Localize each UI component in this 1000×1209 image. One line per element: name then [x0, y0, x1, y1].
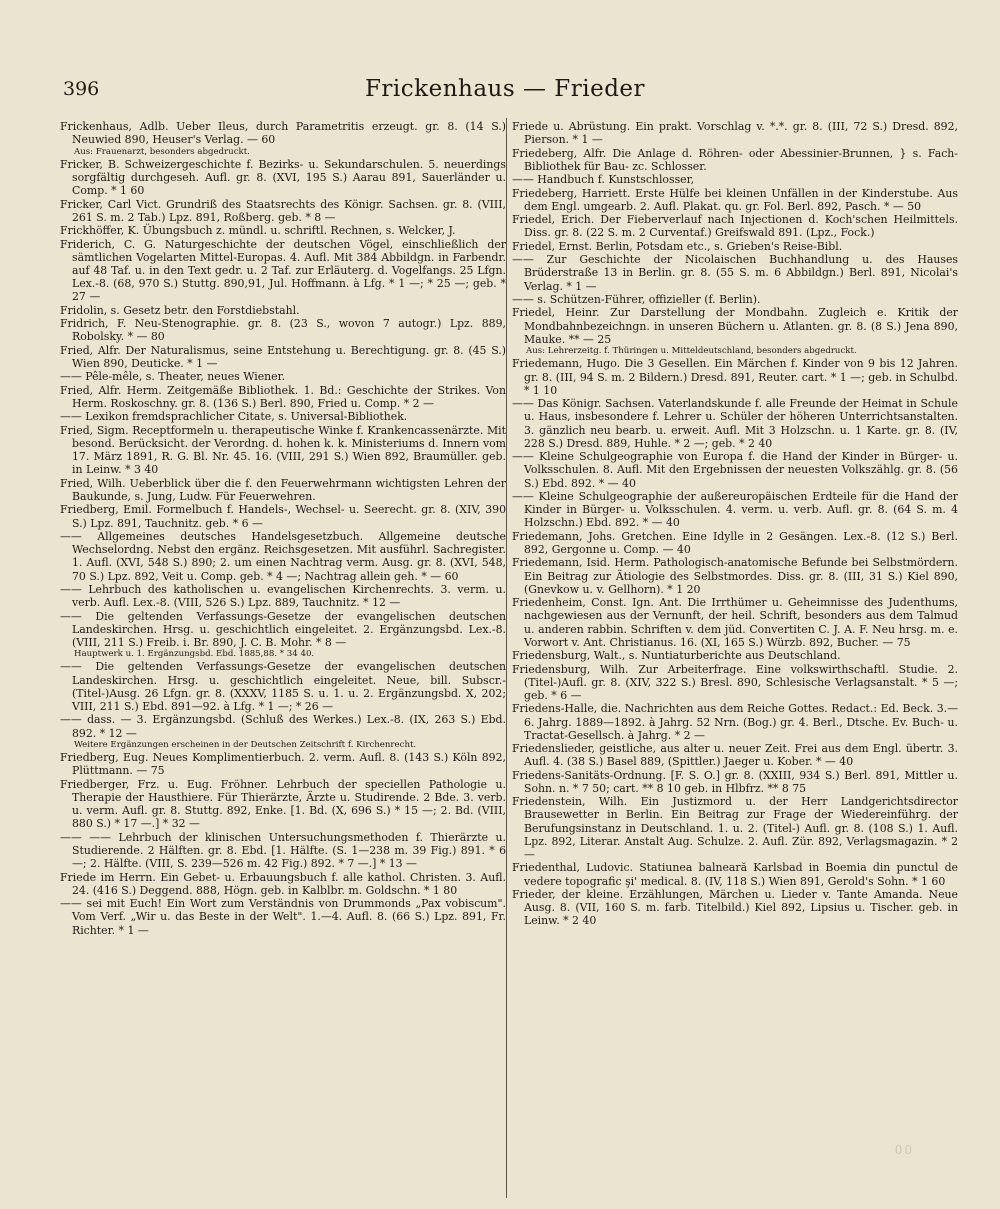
column-divider: [506, 118, 507, 1198]
page-number: 396: [63, 78, 100, 100]
entry-note: Aus: Frauenarzt, besonders abgedruckt.: [74, 146, 250, 157]
bibliography-entry: Friedensburg, Wilh. Zur Arbeiterfrage. Eine volkswirthschaftl. Studie. 2. (Titel-)Aufl. gr. 8. (XIV, 322 S.) Bresl. 890, Schlesische Verlagsanstalt. * 5 —; geb. * 6 —: [512, 662, 958, 702]
entry-note: Hauptwerk u. 1. Ergänzungsbd. Ebd. 1885,88. * 34 40.: [74, 649, 315, 660]
bibliography-entry: —— Das Königr. Sachsen. Vaterlandskunde f. alle Freunde der Heimat in Schule u. Haus, insbesondere f. Lehrer u. Schüler der höheren Unterrichtsanstalten. 3. gänzlich neu bearb. u. erweit. Aufl. Mit 3 Holzschn. u. 1 Karte. gr. 8. (IV, 228 S.) Dresd. 889, Huhle. * 2 —; geb. * 2 40: [512, 397, 958, 450]
bibliography-entry: Friedemann, Hugo. Die 3 Gesellen. Ein Märchen f. Kinder von 9 bis 12 Jahren. gr. 8. (III, 94 S. m. 2 Bildern.) Dresd. 891, Reuter. cart. * 1 —; geb. in Schulbd. * 1 10: [512, 357, 958, 397]
bibliography-entry: —— sei mit Euch! Ein Wort zum Verständnis von Drummonds „Pax vobiscum". Vom Verf. „Wir u. das Beste in der Welt". 1.—4. Aufl. 8. (66 S.) Lpz. 891, Fr. Richter. * 1 —: [60, 897, 506, 937]
bibliography-entry: —— Lexikon fremdsprachlicher Citate, s. Universal-Bibliothek.: [60, 410, 408, 424]
bibliography-entry: Friedberg, Eug. Neues Komplimentierbuch. 2. verm. Aufl. 8. (143 S.) Köln 892, Plüttmann. — 75: [60, 751, 506, 778]
bibliography-entry: Friedeberg, Harriett. Erste Hülfe bei kleinen Unfällen in der Kinderstube. Aus dem Engl. umgearb. 2. Aufl. Plakat. qu. gr. Fol. Berl. 892, Pasch. * — 50: [512, 186, 958, 213]
bibliography-entry: —— s. Schützen-Führer, offizieller (f. Berlin).: [512, 292, 761, 306]
bibliography-entry: Friedberg, Emil. Formelbuch f. Handels-, Wechsel- u. Seerecht. gr. 8. (XIV, 390 S.) Lpz. 891, Tauchnitz. geb. * 6 —: [60, 503, 506, 530]
bibliography-entry: Friderich, C. G. Naturgeschichte der deutschen Vögel, einschließlich der sämtlichen Vogelarten Mittel-Europas. 4. Aufl. Mit 384 Abbildgn. in Farbendr. auf 48 Taf. u. in den Text gedr. u. 2 Taf. zur Erläuterg. d. Vogelfangs. 25 Lfgn. Lex.-8. (68, 970 S.) Stuttg. 890,91, Jul. Hoffmann. à Lfg. * 1 —; * 25 —; geb. * 27 —: [60, 237, 506, 304]
bibliography-entry: Fridrich, F. Neu-Stenographie. gr. 8. (23 S., wovon 7 autogr.) Lpz. 889, Robolsky. * — 80: [60, 317, 506, 344]
bibliography-entry: Fricker, B. Schweizergeschichte f. Bezirks- u. Sekundarschulen. 5. neuerdings sorgfältig durchgeseh. Aufl. gr. 8. (XVI, 195 S.) Aarau 891, Sauerländer u. Comp. * 1 60: [60, 157, 506, 198]
bibliography-entry: —— Handbuch f. Kunstschlosser,: [512, 173, 695, 187]
bibliography-entry: Friede u. Abrüstung. Ein prakt. Vorschlag v. *.*. gr. 8. (III, 72 S.) Dresd. 892, Pierson. * 1 —: [512, 120, 958, 147]
right-column: [512, 120, 958, 1200]
bibliography-entry: —— Kleine Schulgeographie der außereuropäischen Erdteile für die Hand der Kinder in Bürger- u. Volksschulen. 4. verm. u. verb. Aufl. gr. 8. (64 S. m. 4 Holzschn.) Ebd. 892. * — 40: [512, 489, 958, 530]
bibliography-entry: Friedens-Sanitäts-Ordnung. [F. S. O.] gr. 8. (XXIII, 934 S.) Berl. 891, Mittler u. Sohn. n. * 7 50; cart. ** 8 10 geb. in Hlbfrz. ** 8 75: [512, 768, 958, 795]
running-header: [55, 72, 955, 112]
bibliography-entry: Frieder, der kleine. Erzählungen, Märchen u. Lieder v. Tante Amanda. Neue Ausg. 8. (VII, 160 S. m. farb. Titelbild.) Kiel 892, Lipsius u. Tischer. geb. in Leinw. * 2 40: [512, 888, 958, 928]
bibliography-entry: —— Die geltenden Verfassungs-Gesetze der evangelischen deutschen Landeskirchen. Hrsg. u. geschichtlich eingeleitet. 2. Ergänzungsbd. Lex.-8. (VIII, 211 S.) Freib. i. Br. 890, J. C. B. Mohr. * 8 —: [60, 609, 506, 649]
bibliography-entry: Frickenhaus, Adlb. Ueber Ileus, durch Parametritis erzeugt. gr. 8. (14 S.) Neuwied 890, Heuser's Verlag. — 60: [60, 120, 506, 147]
bibliography-entry: Friedenthal, Ludovic. Statiunea balneară Karlsbad in Boemia din punctul de vedere topografic şi' medical. 8. (IV, 118 S.) Wien 891, Gerold's Sohn. * 1 60: [512, 861, 958, 888]
bibliography-entry: Friedenheim, Const. Ign. Ant. Die Irrthümer u. Geheimnisse des Judenthums, nachgewiesen aus der Vernunft, der heil. Schrift, besonders aus dem Talmud u. anderen rabbin. Schriften v. dem jüd. Convertiten C. J. A. F. Neu hrsg. m. e. Vorwort v. Ant. Christianus. 16. (XI, 165 S.) Würzb. 892, Bucher. — 75: [512, 596, 958, 649]
left-column: [60, 120, 506, 1200]
bibliography-entry: Friedel, Ernst. Berlin, Potsdam etc., s. Grieben's Reise-Bibl.: [512, 239, 843, 253]
bibliography-entry: —— Die geltenden Verfassungs-Gesetze der evangelischen deutschen Landeskirchen. Hrsg. u. geschichtlich eingeleitet. Neue, bill. Subscr.-(Titel-)Ausg. 26 Lfgn. gr. 8. (XXXV, 1185 S. u. 1. u. 2. Ergänzungsbd. X, 202; VIII, 211 S.) Ebd. 891—92. à Lfg. * 1 —; * 26 —: [60, 660, 506, 714]
bibliography-entry: Friedel, Erich. Der Fieberverlauf nach Injectionen d. Koch'schen Heilmittels. Diss. gr. 8. (22 S. m. 2 Curventaf.) Greifswald 891. (Lpz., Fock.): [512, 213, 958, 240]
bibliography-entry: Friedemann, Isid. Herm. Pathologisch-anatomische Befunde bei Selbstmördern. Ein Beitrag zur Ätiologie des Selbstmordes. Diss. gr. 8. (III, 31 S.) Kiel 890, (Gnevkow u. v. Gellhorn). * 1 20: [512, 556, 958, 596]
bibliography-entry: Fried, Wilh. Ueberblick über die f. den Feuerwehrmann wichtigsten Lehren der Baukunde, s. Jung, Ludw. Für Feuerwehren.: [60, 476, 506, 503]
entry-note: Weitere Ergänzungen erscheinen in der Deutschen Zeitschrift f. Kirchenrecht.: [74, 740, 417, 751]
page-title: Frickenhaus — Frieder: [364, 76, 646, 102]
bibliography-entry: Fried, Alfr. Herm. Zeitgemäße Bibliothek. 1. Bd.: Geschichte der Strikes. Von Herm. Roskoschny. gr. 8. (136 S.) Berl. 890, Fried u. Comp. * 2 —: [60, 383, 506, 410]
bibliography-entry: —— —— Lehrbuch der klinischen Untersuchungsmethoden f. Thierärzte u. Studierende. 2 Hälften. gr. 8. Ebd. [1. Hälfte. (S. 1—238 m. 39 Fig.) 891. * 6 —; 2. Hälfte. (VIII, S. 239—526 m. 42 Fig.) 892. * 7 —.] * 13 —: [60, 830, 506, 871]
bibliography-entry: —— dass. — 3. Ergänzungsbd. (Schluß des Werkes.) Lex.-8. (IX, 263 S.) Ebd. 892. * 12 —: [60, 713, 506, 740]
bibliography-entry: —— Pêle-mêle, s. Theater, neues Wiener.: [60, 370, 286, 384]
bibliography-entry: Friedensburg, Walt., s. Nuntiaturberichte aus Deutschland.: [512, 649, 841, 663]
faded-page-mark: 00: [894, 1143, 914, 1157]
bibliography-entry: —— Allgemeines deutsches Handelsgesetzbuch. Allgemeine deutsche Wechselordng. Nebst den ergänz. Reichsgesetzen. Mit ausführl. Sachregister. 1. Aufl. (XVI, 548 S.) 890; 2. um einen Nachtrag verm. Ausg. gr. 8. (XVI, 548, 70 S.) Lpz. 892, Veit u. Comp. geb. * 4 —; Nachtrag allein geh. * — 60: [60, 529, 506, 583]
bibliography-entry: —— Zur Geschichte der Nicolaischen Buchhandlung u. des Hauses Brüderstraße 13 in Berlin. gr. 8. (55 S. m. 6 Abbildgn.) Berl. 891, Nicolai's Verlag. * 1 —: [512, 253, 958, 293]
bibliography-entry: Friedberger, Frz. u. Eug. Fröhner. Lehrbuch der speciellen Pathologie u. Therapie der Hausthiere. Für Thierärzte, Ärzte u. Studirende. 2 Bde. 3. verb. u. verm. Aufl. gr. 8. Stuttg. 892, Enke. [1. Bd. (X, 696 S.) * 15 —; 2. Bd. (VIII, 880 S.) * 17 —.] * 32 —: [60, 777, 506, 831]
entry-note: Aus: Lehrerzeitg. f. Thüringen u. Mitteldeutschland, besonders abgedruckt.: [526, 346, 857, 357]
bibliography-entry: Frickhöffer, K. Übungsbuch z. mündl. u. schriftl. Rechnen, s. Welcker, J.: [60, 224, 456, 238]
bibliography-entry: Friedens-Halle, die. Nachrichten aus dem Reiche Gottes. Redact.: Ed. Beck. 3.—6. Jahrg. 1889—1892. à Jahrg. 52 Nrn. (Bog.) gr. 4. Berl., Dtsche. Ev. Buch- u. Tractat-Gesellsch. à Jahrg. * 2 —: [512, 702, 958, 742]
bibliography-entry: Fried, Alfr. Der Naturalismus, seine Entstehung u. Berechtigung. gr. 8. (45 S.) Wien 890, Deuticke. * 1 —: [60, 343, 506, 370]
bibliography-entry: Fried, Sigm. Receptformeln u. therapeutische Winke f. Krankencassenärzte. Mit besond. Berücksicht. der Verordng. d. hohen k. k. Ministeriums d. Innern vom 17. März 1891, R. G. Bl. Nr. 45. 16. (VIII, 291 S.) Wien 892, Braumüller. geb. in Leinw. * 3 40: [60, 423, 506, 477]
bibliography-entry: Fridolin, s. Gesetz betr. den Forstdiebstahl.: [60, 303, 300, 317]
bibliography-entry: Friedel, Heinr. Zur Darstellung der Mondbahn. Zugleich e. Kritik der Mondbahnbezeichngn. in unseren Büchern u. Atlanten. gr. 8. (8 S.) Jena 890, Mauke. ** — 25: [512, 306, 958, 346]
bibliography-entry: Friedenstein, Wilh. Ein Justizmord u. der Herr Landgerichtsdirector Brausewetter in Berlin. Ein Beitrag zur Frage der Wiedereinführg. der Berufungsinstanz in Deutschland. 1. u. 2. (Titel-) Aufl. gr. 8. (108 S.) 1. Aufl. Lpz. 892, Literar. Anstalt Aug. Schulze. 2. Aufl. Zür. 892, Verlagsmagazin. * 2 —: [512, 795, 958, 862]
bibliography-entry: Friedeberg, Alfr. Die Anlage d. Röhren- oder Abessinier-Brunnen, } s. Fach-Bibliothek für Bau- zc. Schlosser.: [512, 146, 958, 173]
bibliography-entry: —— Lehrbuch des katholischen u. evangelischen Kirchenrechts. 3. verm. u. verb. Aufl. Lex.-8. (VIII, 526 S.) Lpz. 889, Tauchnitz. * 12 —: [60, 582, 506, 610]
bibliography-entry: Friedenslieder, geistliche, aus alter u. neuer Zeit. Frei aus dem Engl. übertr. 3. Aufl. 4. (38 S.) Basel 889, (Spittler.) Jaeger u. Kober. * — 40: [512, 742, 958, 769]
bibliography-entry: —— Kleine Schulgeographie von Europa f. die Hand der Kinder in Bürger- u. Volksschulen. 8. Aufl. Mit den Ergebnissen der neuesten Volkszählg. gr. 8. (56 S.) Ebd. 892. * — 40: [512, 450, 958, 490]
bibliography-entry: Fricker, Carl Vict. Grundriß des Staatsrechts des Königr. Sachsen. gr. 8. (VIII, 261 S. m. 2 Tab.) Lpz. 891, Roßberg. geb. * 8 —: [60, 197, 506, 224]
bibliography-entry: Friede im Herrn. Ein Gebet- u. Erbauungsbuch f. alle kathol. Christen. 3. Aufl. 24. (416 S.) Deggend. 888, Högn. geb. in Kalblbr. m. Goldschn. * 1 80: [60, 870, 506, 897]
bibliography-entry: Friedemann, Johs. Gretchen. Eine Idylle in 2 Gesängen. Lex.-8. (12 S.) Berl. 892, Gergonne u. Comp. — 40: [512, 529, 958, 556]
